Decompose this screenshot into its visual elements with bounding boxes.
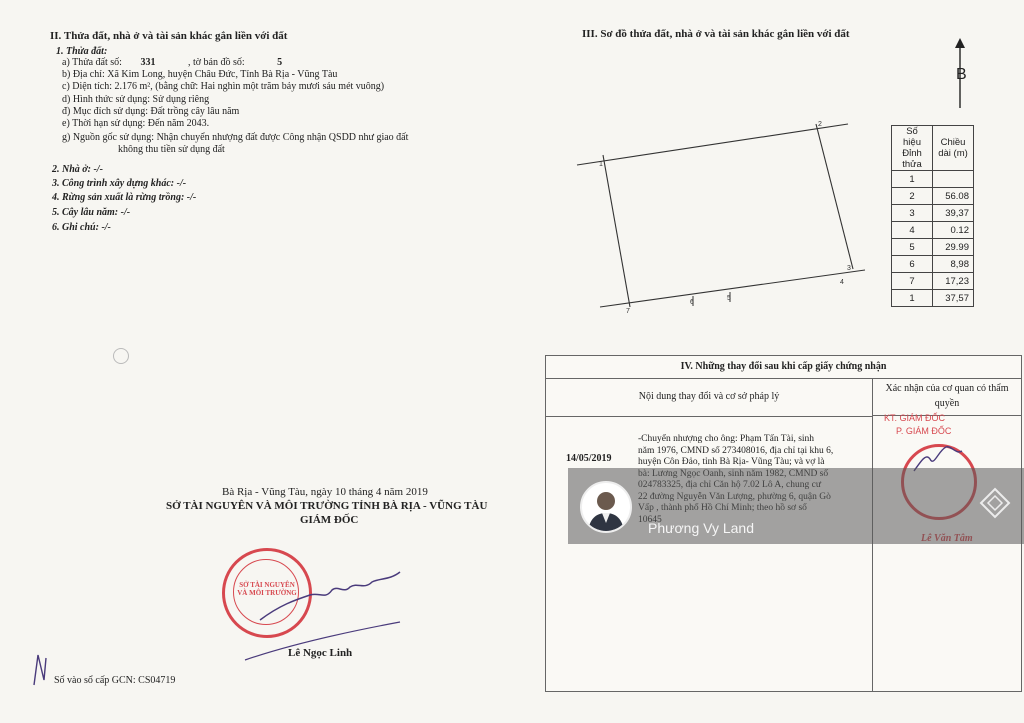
dims-length: 56.08 (933, 188, 974, 205)
dims-length (933, 171, 974, 188)
item5-trees: 5. Cây lâu năm: -/- (52, 207, 131, 218)
vertex-5-label: 5 (727, 295, 731, 302)
dims-header-point: Số hiệu Đỉnh thửa (892, 126, 933, 171)
vertex-1-label: 1 (599, 161, 603, 168)
registration-number: Số vào sổ cấp GCN: CS04719 (54, 675, 176, 686)
section-ii-title: II. Thửa đất, nhà ở và tài sản khác gắn liền với đất (50, 30, 288, 42)
dims-point: 1 (892, 290, 933, 307)
issuing-agency: SỞ TÀI NGUYÊN VÀ MÔI TRƯỜNG TỈNH BÀ RỊA - VŨNG TÀU (166, 500, 488, 512)
issue-date-line: Bà Rịa - Vũng Tàu, ngày 10 tháng 4 năm 2019 (222, 486, 428, 498)
watermark-banner (568, 468, 1024, 544)
parcel-sketch (570, 110, 870, 325)
vertex-3-label: 3 (847, 265, 851, 272)
dims-length: 39,37 (933, 205, 974, 222)
item1-title: 1. Thửa đất: (56, 46, 108, 57)
usage-purpose-line: đ) Mục đích sử dụng: Đất trồng cây lâu năm (62, 106, 240, 117)
dims-length: 29.99 (933, 239, 974, 256)
margin-mark-icon (30, 650, 50, 690)
dims-length: 37,57 (933, 290, 974, 307)
change-line: -Chuyển nhượng cho ông: Phạm Tấn Tài, sinh (638, 434, 815, 444)
dims-header-length: Chiều dài (m) (933, 126, 974, 171)
person-avatar-icon (580, 481, 632, 533)
area-line: c) Diện tích: 2.176 m², (bằng chữ: Hai nghìn một trăm bảy mươi sáu mét vuông) (62, 81, 385, 92)
item3-construction: 3. Công trình xây dựng khác: -/- (52, 178, 187, 189)
north-label: B (956, 66, 967, 83)
change-line: huyện Côn Đảo, tỉnh Bà Rịa- Vũng Tàu; và vợ là (638, 457, 825, 467)
dims-point: 3 (892, 205, 933, 222)
parcel-number-line (62, 57, 282, 69)
origin-line-2: không thu tiền sử dụng đất (118, 144, 225, 155)
vertex-7-label: 7 (626, 308, 630, 315)
section-iii-title: III. Sơ đồ thửa đất, nhà ở và tài sản khác gắn liền với đất (582, 28, 850, 40)
vertex-4-label: 4 (840, 279, 844, 286)
dimensions-table (891, 125, 974, 307)
vertex-6-label: 6 (690, 299, 694, 306)
origin-line-1: g) Nguồn gốc sử dụng: Nhận chuyển nhượng đất được Công nhận QSDD như giao đất (62, 132, 409, 143)
vertex-2-label: 2 (818, 121, 822, 128)
change-date: 14/05/2019 (566, 453, 612, 464)
dims-length: 0.12 (933, 222, 974, 239)
map-sheet-label: , tờ bản đồ số: (187, 57, 245, 68)
watermark-text: Phương Vy Land (648, 520, 754, 536)
signer-name: Lê Ngọc Linh (288, 647, 353, 659)
changes-col-content: Nội dung thay đổi và cơ sở pháp lý (546, 378, 873, 417)
item2-house: 2. Nhà ở: -/- (52, 164, 103, 175)
dims-point: 6 (892, 256, 933, 273)
dims-point: 2 (892, 188, 933, 205)
stamp-deputy: KT. GIÁM ĐỐC (884, 413, 946, 423)
issuer-role: GIÁM ĐỐC (300, 514, 359, 526)
dims-point: 5 (892, 239, 933, 256)
dims-point: 1 (892, 171, 933, 188)
diamond-logo-icon (978, 486, 1012, 520)
changes-title: IV. Những thay đổi sau khi cấp giấy chứng nhận (546, 356, 1021, 379)
dims-point: 7 (892, 273, 933, 290)
change-line: năm 1976, CMND số 273408016, địa chỉ tại khu 6, (638, 445, 834, 456)
item6-notes: 6. Ghi chú: -/- (52, 222, 111, 233)
stamp-vice-director: P. GIÁM ĐỐC (896, 426, 952, 436)
seal-text: SỞ TÀI NGUYÊN VÀ MÔI TRƯỜNG (237, 581, 297, 597)
parcel-number-value: 331 (140, 57, 156, 68)
usage-term-line: e) Thời hạn sử dụng: Đến năm 2043. (62, 118, 210, 129)
dims-length: 8,98 (933, 256, 974, 273)
punch-hole-icon (113, 348, 129, 364)
address-line: b) Địa chỉ: Xã Kim Long, huyện Châu Đức, Tỉnh Bà Rịa - Vũng Tàu (62, 69, 338, 80)
dims-length: 17,23 (933, 273, 974, 290)
item4-forest: 4. Rừng sản xuất là rừng trồng: -/- (52, 192, 197, 203)
usage-form-line: d) Hình thức sử dụng: Sử dụng riêng (62, 94, 210, 105)
map-sheet-value: 5 (277, 57, 283, 68)
dims-point: 4 (892, 222, 933, 239)
changes-col-confirm: Xác nhận của cơ quan có thẩm quyền (873, 378, 1021, 416)
parcel-number-label: a) Thửa đất số: (62, 57, 122, 68)
